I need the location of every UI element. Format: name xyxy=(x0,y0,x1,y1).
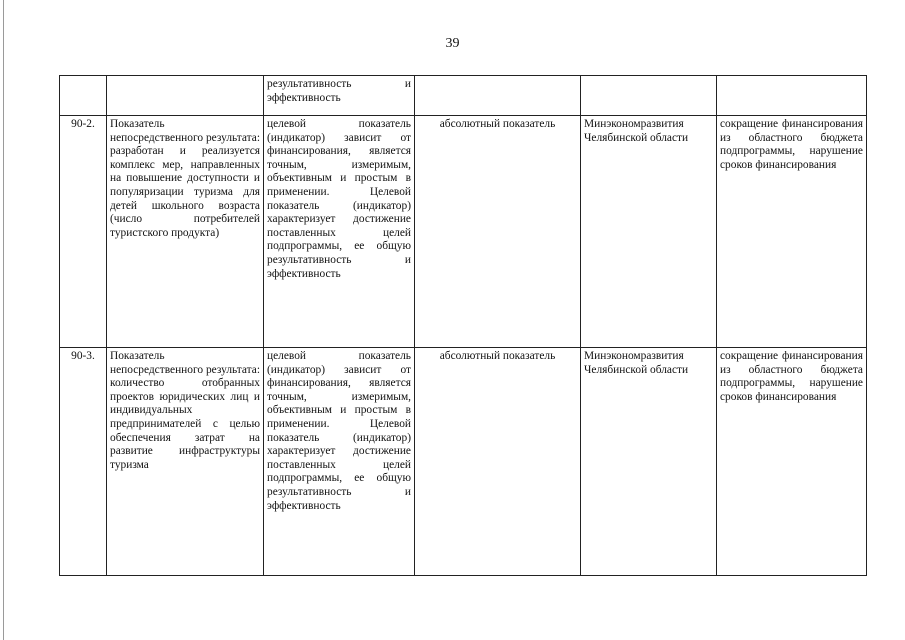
cell-number: 90-3. xyxy=(60,348,107,576)
cell-indicator-type: абсолютный показатель xyxy=(415,116,581,348)
table-row xyxy=(60,116,867,348)
cell-indicator-type xyxy=(415,76,581,116)
cell-responsible: Минэкономразвития Челябинской области xyxy=(581,116,717,348)
table-row xyxy=(60,348,867,576)
cell-indicator-name: Показатель непосредственного результата: разработан и реализуется комплекс мер, направленных на повышение доступности и популяризации туризма для детей школьного возраста (число потребителей туристского продукта) xyxy=(107,116,264,348)
cell-number: 90-2. xyxy=(60,116,107,348)
cell-indicator-description: результативность и эффективность xyxy=(264,76,415,116)
cell-responsible: Минэкономразвития Челябинской области xyxy=(581,348,717,576)
cell-risk-reason xyxy=(717,76,867,116)
cell-risk-reason: сокращение финансирования из областного бюджета подпрограммы, нарушение сроков финансирования xyxy=(717,348,867,576)
cell-risk-reason: сокращение финансирования из областного бюджета подпрограммы, нарушение сроков финансирования xyxy=(717,116,867,348)
page-edge-line xyxy=(3,0,4,640)
table-row-continuation xyxy=(60,76,867,116)
cell-indicator-description: целевой показатель (индикатор) зависит от финансирования, является точным, измеримым, объективным и простым в применении. Целевой показатель (индикатор) характеризует достижение поставленных целей подпрограммы, ее общую результативность и эффективность xyxy=(264,348,415,576)
cell-indicator-type: абсолютный показатель xyxy=(415,348,581,576)
page-number: 39 xyxy=(445,36,460,51)
cell-indicator-name xyxy=(107,76,264,116)
cell-indicator-name: Показатель непосредственного результата: количество отобранных проектов юридических лиц и индивидуальных предпринимателей с целью обеспечения затрат на развитие инфраструктуры туризма xyxy=(107,348,264,576)
indicators-table xyxy=(59,75,867,576)
cell-number xyxy=(60,76,107,116)
cell-indicator-description: целевой показатель (индикатор) зависит от финансирования, является точным, измеримым, объективным и простым в применении. Целевой показатель (индикатор) характеризует достижение поставленных целей подпрограммы, ее общую результативность и эффективность xyxy=(264,116,415,348)
cell-responsible xyxy=(581,76,717,116)
